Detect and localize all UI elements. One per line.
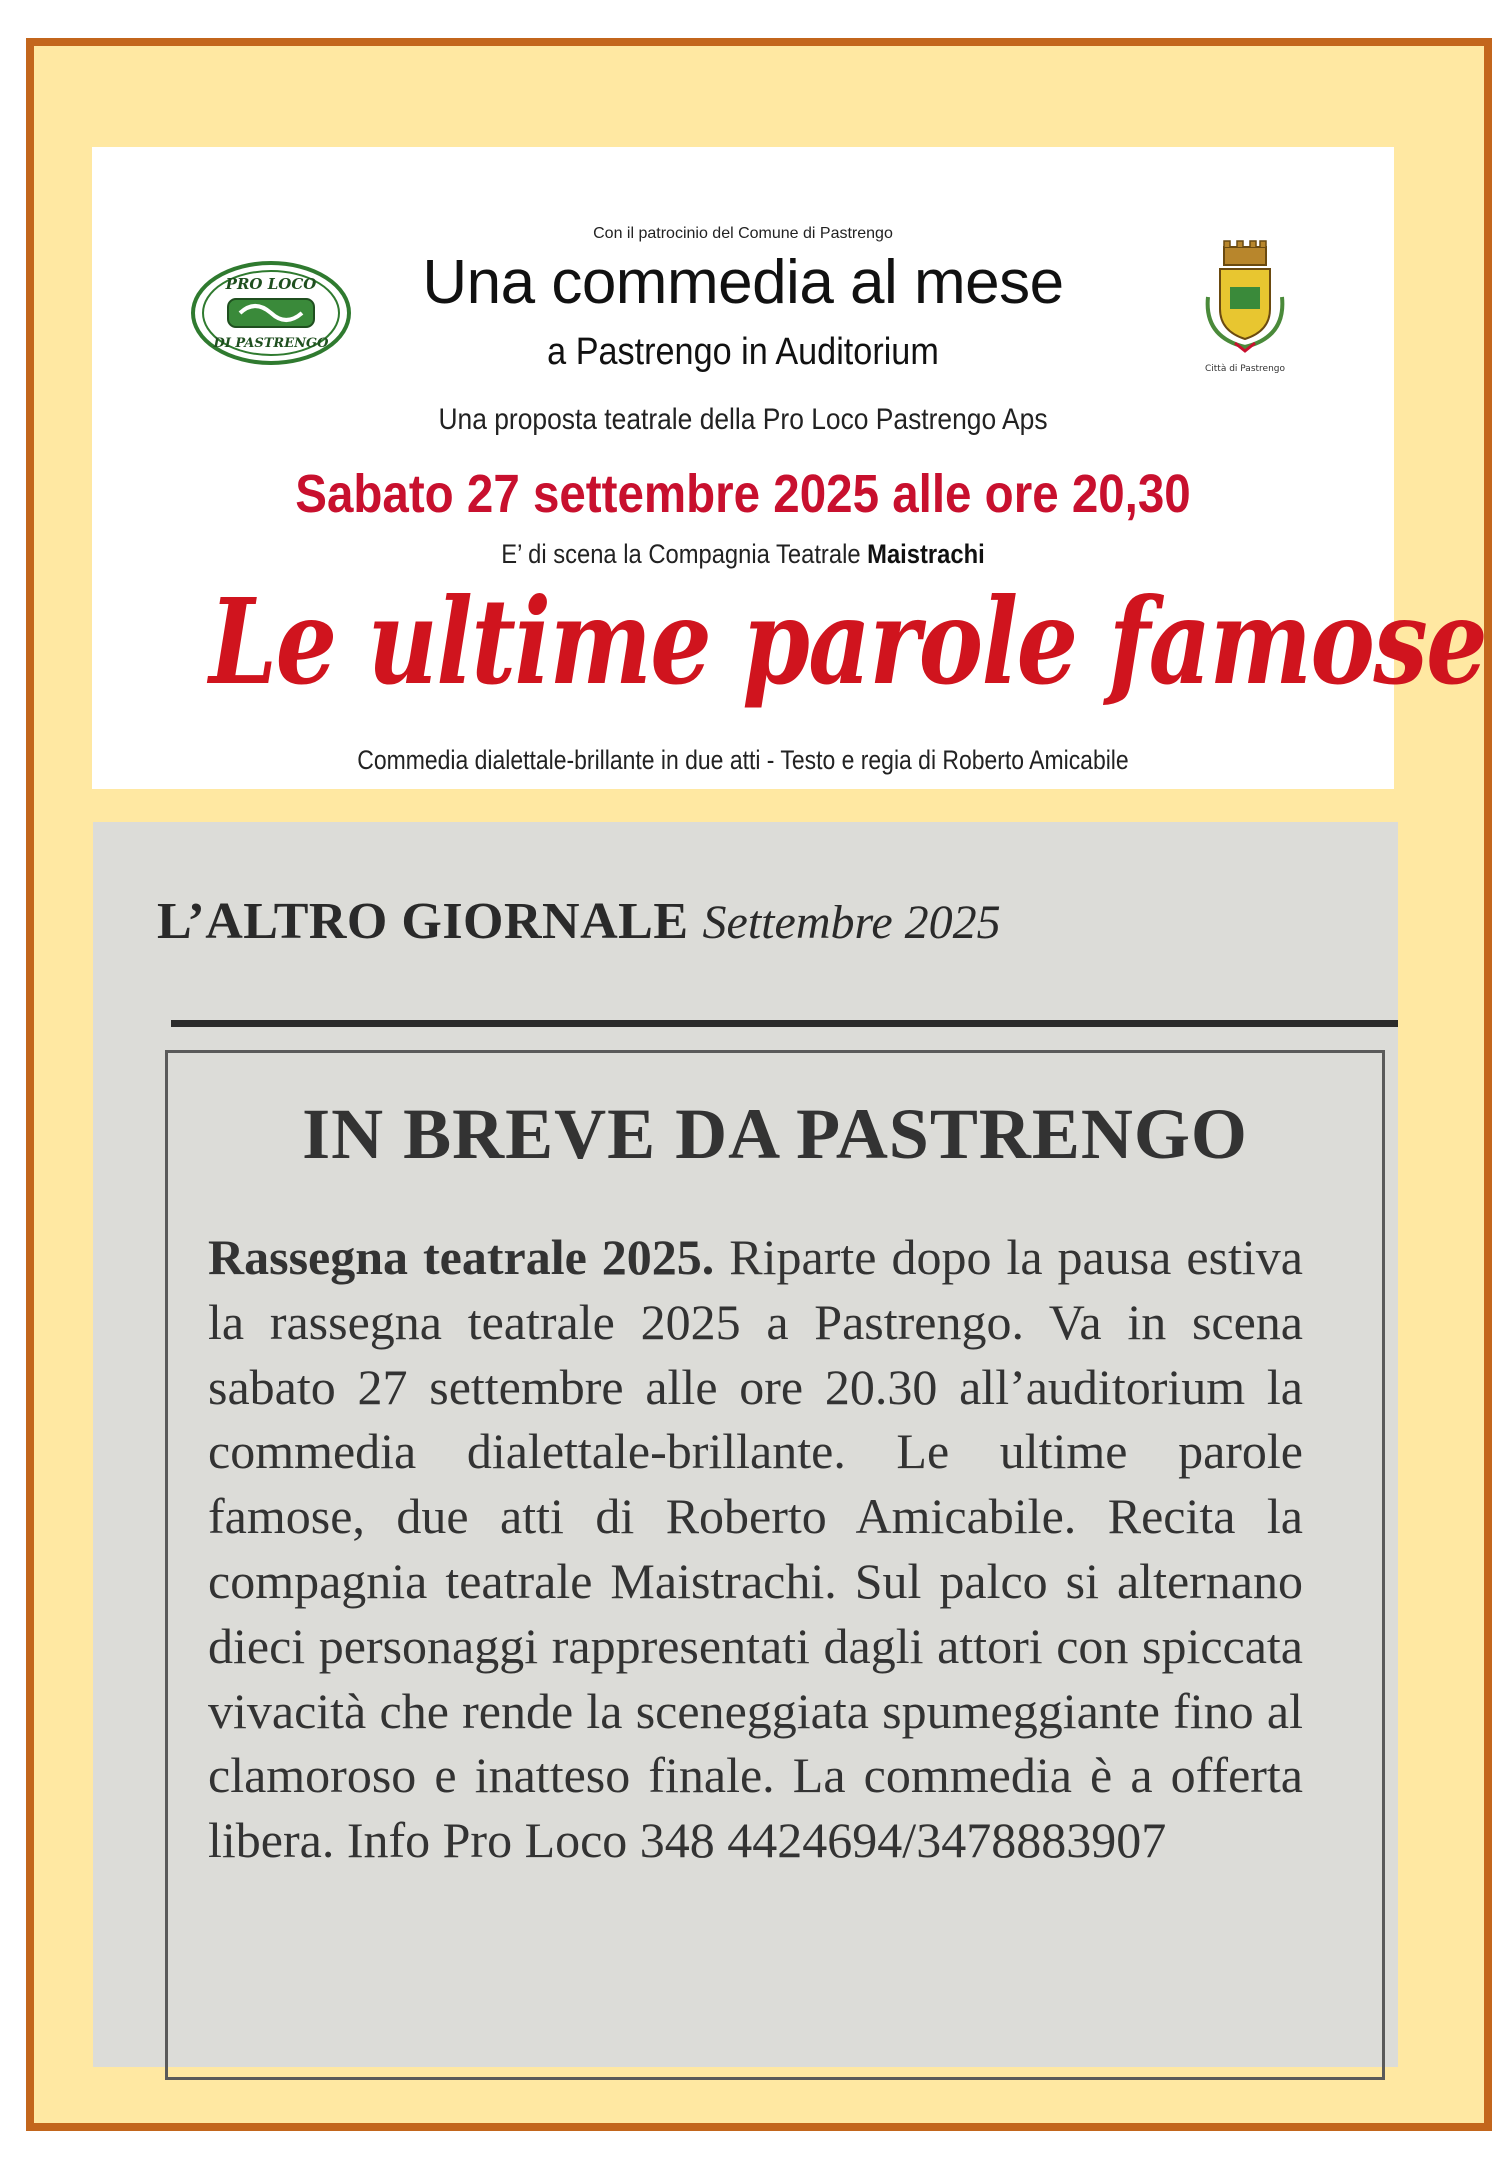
proposal-line: Una proposta teatrale della Pro Loco Pastrengo Aps bbox=[438, 403, 1048, 436]
newspaper-masthead bbox=[157, 892, 1001, 951]
article-box bbox=[165, 1050, 1385, 2080]
town-coat-of-arms bbox=[1190, 237, 1300, 377]
section-title: IN BREVE DA PASTRENGO bbox=[302, 1094, 1248, 1174]
company-name: Maistrachi bbox=[867, 539, 985, 569]
event-banner bbox=[92, 147, 1487, 789]
newspaper-name: L’ALTRO GIORNALE bbox=[157, 893, 689, 950]
pro-loco-logo bbox=[190, 259, 352, 367]
event-date: Sabato 27 settembre 2025 alle ore 20,30 bbox=[295, 464, 1191, 524]
logo-left-top-text: PRO LOCO bbox=[225, 275, 317, 293]
play-title: Le ultime parole famose bbox=[209, 572, 1487, 711]
play-credits: Commedia dialettale-brillante in due atti - Testo e regia di Roberto Amicabile bbox=[357, 745, 1129, 775]
masthead-rule bbox=[171, 1020, 1398, 1027]
article-body: Riparte dopo la pausa estiva la rassegna teatrale 2025 a Pastrengo. Va in scena sabato 27 settembre alle ore 20.30 all’auditorium la commedia dialettale-brillante. Le ultime parole famose, due atti di Roberto Amicabile. Recita la compagnia teatrale Maistrachi. Sul palco si alternano dieci personaggi rappresentati dagli attori con spiccata vivacità che rende la sceneggiata spumeggiante fino al clamoroso e inatteso finale. La commedia è a offerta libera. Info Pro Loco 348 4424694/3478883907 bbox=[208, 1229, 1303, 1869]
banner-title: Una commedia al mese bbox=[422, 248, 1064, 317]
banner-subtitle: a Pastrengo in Auditorium bbox=[547, 331, 939, 373]
logo-left-bottom-text: DI PASTRENGO bbox=[213, 336, 329, 351]
article-text bbox=[208, 1225, 1303, 1873]
company-line bbox=[170, 539, 1316, 570]
article-lead: Rassegna teatrale 2025. bbox=[208, 1229, 715, 1285]
patronage-note: Con il patrocinio del Comune di Pastrengo bbox=[593, 225, 893, 242]
newspaper-date: Settembre 2025 bbox=[702, 896, 1001, 949]
company-prefix: E’ di scena la Compagnia Teatrale bbox=[501, 539, 868, 569]
newspaper-clipping bbox=[93, 822, 1398, 2067]
logo-right-caption: Città di Pastrengo bbox=[1204, 364, 1286, 374]
